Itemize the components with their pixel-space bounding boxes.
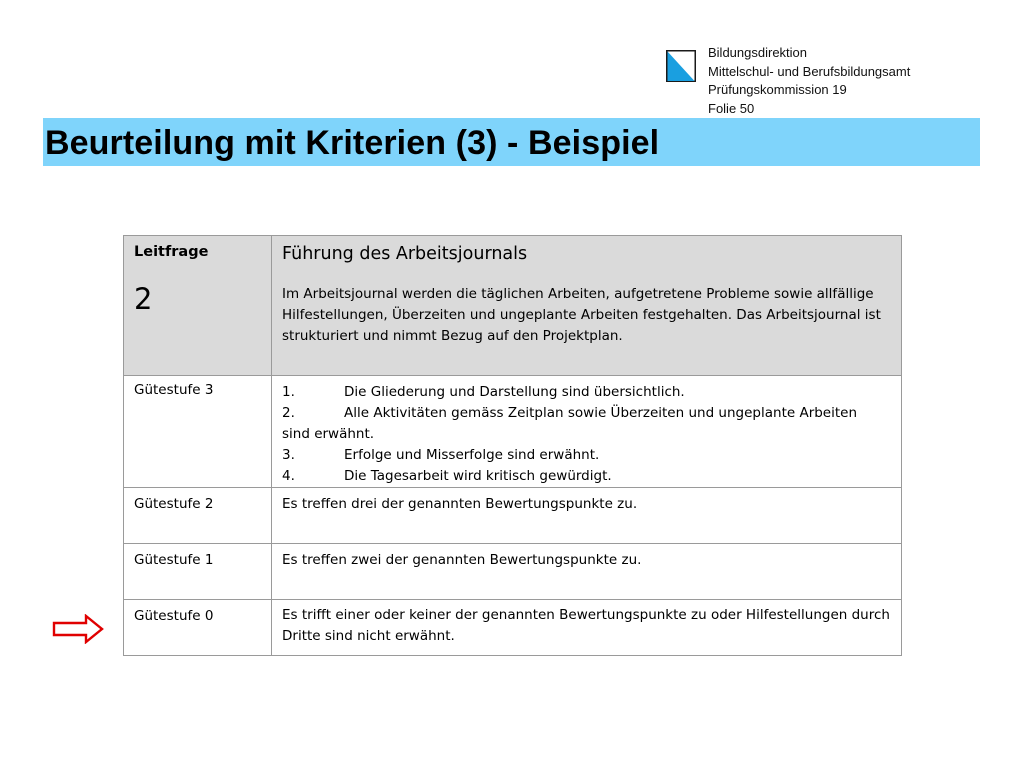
level-criteria: Es trifft einer oder keiner der genannten Bewertungspunkte zu oder Hilfestellungen durch Dritte sind nicht erwähnt. (272, 600, 902, 656)
table-row (124, 376, 902, 488)
table-row (124, 600, 902, 656)
question-title: Führung des Arbeitsjournals (282, 244, 528, 264)
header-commission: Prüfungskommission 19 (708, 82, 847, 98)
level-criteria (272, 376, 902, 488)
level-label: Gütestufe 0 (124, 600, 272, 656)
canton-logo-icon (666, 50, 696, 82)
right-arrow-icon (52, 614, 104, 644)
criterion-item (282, 382, 892, 403)
leitfrage-label: Leitfrage (134, 244, 209, 260)
question-cell (272, 236, 902, 376)
level-label: Gütestufe 1 (124, 544, 272, 600)
criterion-number: 4. (282, 468, 295, 484)
criterion-text: Alle Aktivitäten gemäss Zeitplan sowie Überzeiten und ungeplante Arbeiten (344, 405, 858, 421)
header-slide-number: Folie 50 (708, 100, 755, 116)
level-label: Gütestufe 3 (124, 376, 272, 488)
criterion-text: Erfolge und Misserfolge sind erwähnt. (344, 447, 600, 463)
question-description: Im Arbeitsjournal werden die täglichen Arbeiten, aufgetretene Probleme sowie allfällige Hilfestellungen, Überzeiten und ungeplante Arbeiten festgehalten. Das Arbeitsjournal ist strukturiert und nimmt Bezug auf den Projektplan. (282, 286, 881, 344)
leitfrage-cell (124, 236, 272, 376)
criterion-item (282, 466, 892, 487)
criterion-number: 2. (282, 405, 295, 421)
criterion-item (282, 403, 892, 424)
criterion-text: Die Gliederung und Darstellung sind übersichtlich. (344, 384, 685, 400)
criterion-number: 1. (282, 384, 295, 400)
level-label: Gütestufe 2 (124, 488, 272, 544)
criterion-item (282, 445, 892, 466)
page-title: Beurteilung mit Kriterien (3) - Beispiel (45, 124, 660, 162)
header-office: Mittelschul- und Berufsbildungsamt (708, 63, 911, 79)
level-criteria: Es treffen drei der genannten Bewertungspunkte zu. (272, 488, 902, 544)
leitfrage-number: 2 (134, 282, 153, 316)
criterion-continuation: sind erwähnt. (282, 426, 375, 442)
table-header-row (124, 236, 902, 376)
level-criteria: Es treffen zwei der genannten Bewertungspunkte zu. (272, 544, 902, 600)
header-info (708, 44, 910, 118)
table-row (124, 488, 902, 544)
criterion-number: 3. (282, 447, 295, 463)
header-department: Bildungsdirektion (708, 45, 808, 60)
criteria-table (123, 235, 902, 656)
title-bar (43, 118, 980, 166)
table-row (124, 544, 902, 600)
criterion-text: Die Tagesarbeit wird kritisch gewürdigt. (344, 468, 612, 484)
